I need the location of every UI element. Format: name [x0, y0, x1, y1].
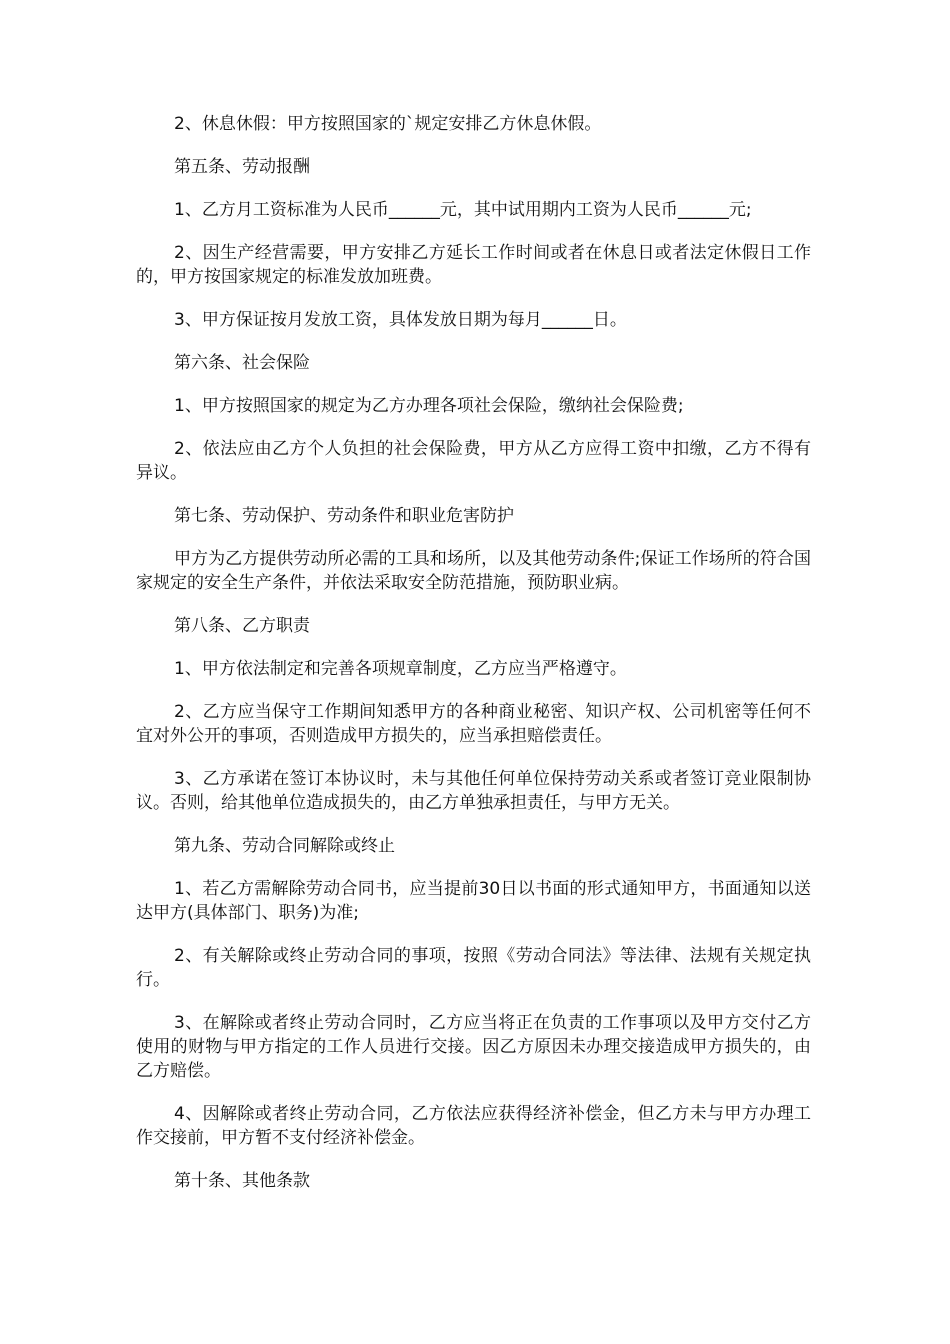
paragraph-insurance-deduction: 2、依法应由乙方个人负担的社会保险费，甲方从乙方应得工资中扣缴，乙方不得有异议。 — [136, 439, 811, 483]
paragraph-resignation-notice: 1、若乙方需解除劳动合同书，应当提前30日以书面的形式通知甲方，书面通知以送达甲方(具体部门、职务)为准; — [136, 879, 811, 923]
heading-article-8: 第八条、乙方职责 — [174, 616, 310, 636]
heading-article-5: 第五条、劳动报酬 — [174, 157, 310, 177]
paragraph-termination-law: 2、有关解除或终止劳动合同的事项，按照《劳动合同法》等法律、法规有关规定执行。 — [136, 946, 811, 990]
paragraph-monthly-wage: 1、乙方月工资标准为人民币______元，其中试用期内工资为人民币______元; — [174, 200, 752, 220]
paragraph-severance: 4、因解除或者终止劳动合同，乙方依法应获得经济补偿金，但乙方未与甲方办理工作交接前，甲方暂不支付经济补偿金。 — [136, 1104, 811, 1148]
paragraph-rest-leave: 2、休息休假：甲方按照国家的`规定安排乙方休息休假。 — [174, 114, 602, 134]
paragraph-social-insurance: 1、甲方按照国家的规定为乙方办理各项社会保险，缴纳社会保险费; — [174, 396, 684, 416]
heading-article-9: 第九条、劳动合同解除或终止 — [174, 836, 395, 856]
paragraph-confidentiality: 2、乙方应当保守工作期间知悉甲方的各种商业秘密、知识产权、公司机密等任何不宜对外公开的事项，否则造成甲方损失的，应当承担赔偿责任。 — [136, 702, 811, 746]
paragraph-non-compete: 3、乙方承诺在签订本协议时，未与其他任何单位保持劳动关系或者签订竞业限制协议。否则，给其他单位造成损失的，由乙方单独承担责任，与甲方无关。 — [136, 769, 811, 813]
document-body — [136, 112, 811, 1212]
heading-article-7: 第七条、劳动保护、劳动条件和职业危害防护 — [174, 506, 514, 526]
paragraph-pay-date: 3、甲方保证按月发放工资，具体发放日期为每月______日。 — [174, 310, 627, 330]
paragraph-handover: 3、在解除或者终止劳动合同时，乙方应当将正在负责的工作事项以及甲方交付乙方使用的财物与甲方指定的工作人员进行交接。因乙方原因未办理交接造成甲方损失的，由乙方赔偿。 — [136, 1013, 811, 1081]
heading-article-6: 第六条、社会保险 — [174, 353, 310, 373]
heading-article-10: 第十条、其他条款 — [174, 1171, 310, 1191]
paragraph-rules-compliance: 1、甲方依法制定和完善各项规章制度，乙方应当严格遵守。 — [174, 659, 627, 679]
paragraph-labor-protection: 甲方为乙方提供劳动所必需的工具和场所，以及其他劳动条件;保证工作场所的符合国家规定的安全生产条件，并依法采取安全防范措施，预防职业病。 — [136, 549, 811, 593]
paragraph-overtime-pay: 2、因生产经营需要，甲方安排乙方延长工作时间或者在休息日或者法定休假日工作的，甲方按国家规定的标准发放加班费。 — [136, 243, 811, 287]
